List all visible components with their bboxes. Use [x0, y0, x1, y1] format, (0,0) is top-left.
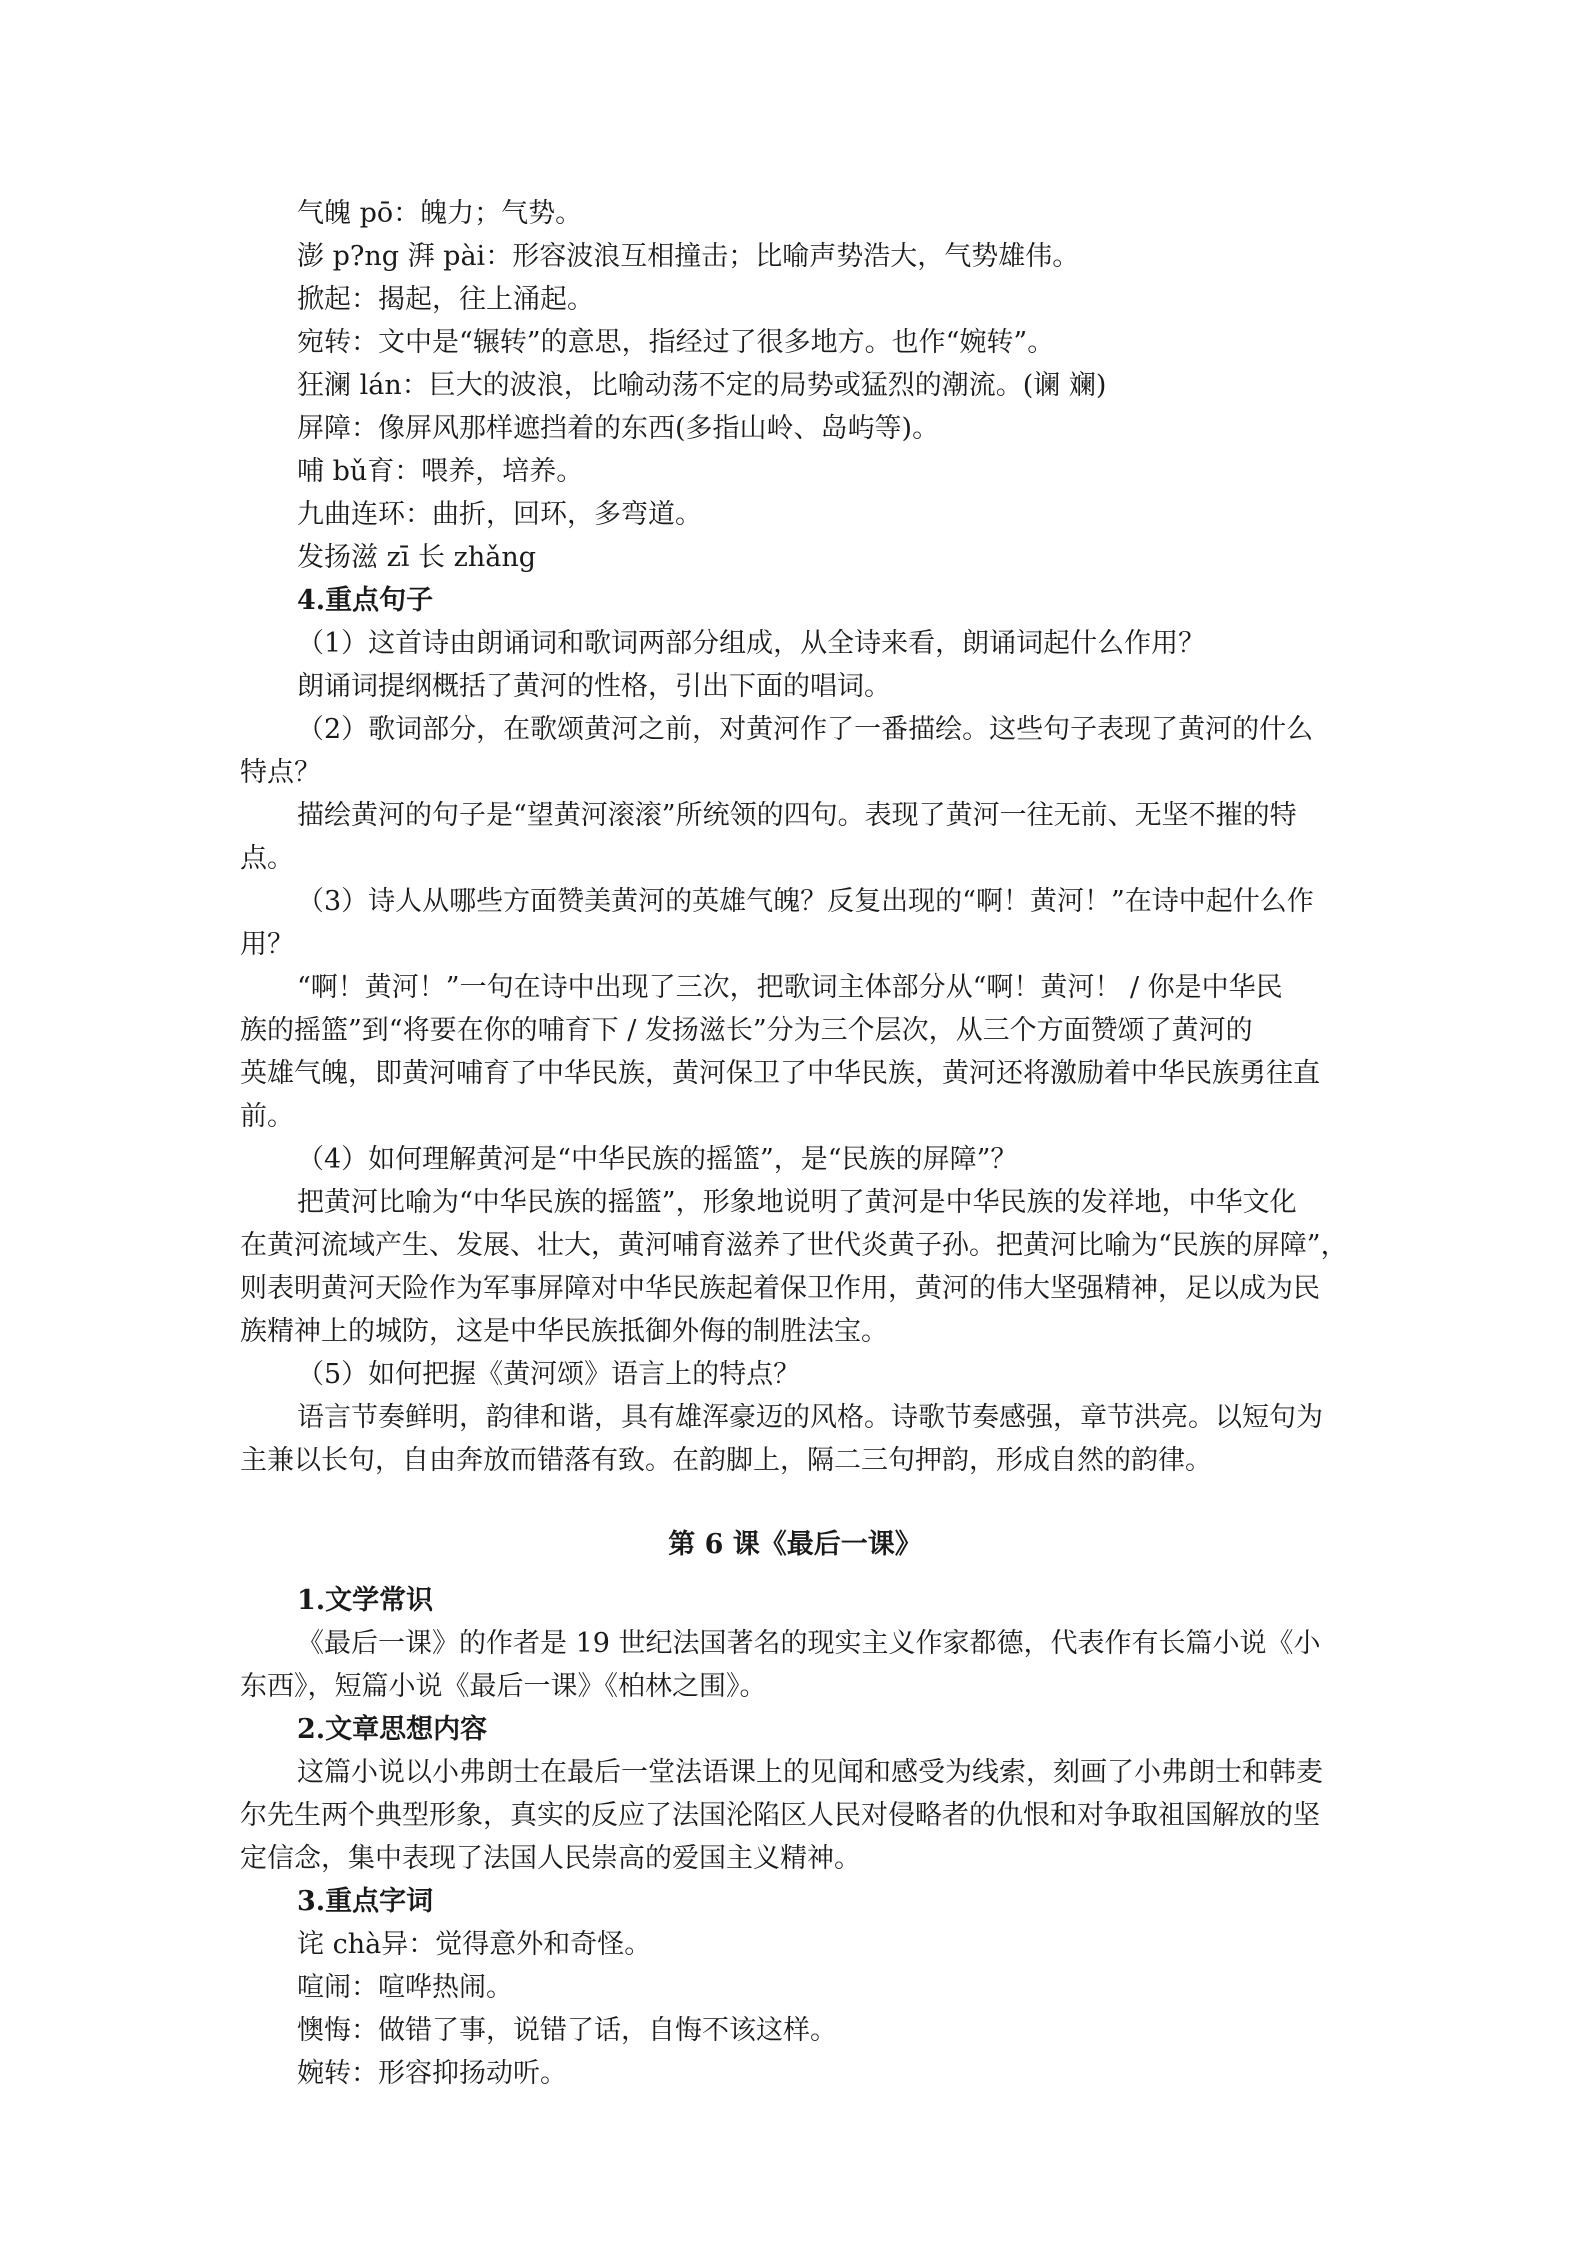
section-heading: 2.文章思想内容: [297, 1714, 488, 1745]
vocab-line: 狂澜 lán：巨大的波浪，比喻动荡不定的局势或猛烈的潮流。(谰 斓): [297, 370, 1107, 401]
vocab-line: 懊悔：做错了事，说错了话，自悔不该这样。: [297, 2015, 837, 2046]
vocab-line: 宛转：文中是“辗转”的意思，指经过了很多地方。也作“婉转”。: [297, 327, 1055, 358]
question-line: 用？: [240, 929, 294, 960]
vocab-line: 掀起：揭起，往上涌起。: [297, 284, 594, 315]
lesson-title: 第 6 课《最后一课》: [668, 1529, 922, 1560]
vocab-line: 哺 bǔ育：喂养，培养。: [297, 456, 584, 487]
body-line: 定信念，集中表现了法国人民崇高的爱国主义精神。: [240, 1843, 861, 1874]
vocab-line: 气魄 pō：魄力；气势。: [297, 198, 583, 229]
section-heading: 3.重点字词: [297, 1886, 434, 1917]
section-heading: 4.重点句子: [297, 585, 434, 616]
answer-line: 把黄河比喻为“中华民族的摇篮”，形象地说明了黄河是中华民族的发祥地，中华文化: [297, 1187, 1297, 1218]
answer-line: 在黄河流域产生、发展、壮大，黄河哺育滋养了世代炎黄子孙。把黄河比喻为“民族的屏障”，: [240, 1230, 1348, 1261]
question-line: （3）诗人从哪些方面赞美黄河的英雄气魄？反复出现的“啊！黄河！”在诗中起什么作: [297, 886, 1314, 917]
answer-line: “啊！黄河！”一句在诗中出现了三次，把歌词主体部分从“啊！黄河！ / 你是中华民: [297, 972, 1283, 1003]
answer-line: 朗诵词提纲概括了黄河的性格，引出下面的唱词。: [297, 671, 891, 702]
answer-line: 则表明黄河天险作为军事屏障对中华民族起着保卫作用，黄河的伟大坚强精神，足以成为民: [240, 1273, 1320, 1304]
question-line: （4）如何理解黄河是“中华民族的摇篮”，是“民族的屏障”？: [297, 1144, 1018, 1175]
vocab-line: 婉转：形容抑扬动听。: [297, 2058, 567, 2089]
vocab-line: 诧 chà异：觉得意外和奇怪。: [297, 1929, 652, 1960]
section-heading: 1.文学常识: [297, 1585, 434, 1616]
body-line: 《最后一课》的作者是 19 世纪法国著名的现实主义作家都德，代表作有长篇小说《小: [297, 1628, 1321, 1659]
question-line: （5）如何把握《黄河颂》语言上的特点？: [297, 1359, 801, 1390]
vocab-line: 澎 p?ng 湃 pài：形容波浪互相撞击；比喻声势浩大，气势雄伟。: [297, 241, 1080, 272]
question-line: （1）这首诗由朗诵词和歌词两部分组成，从全诗来看，朗诵词起什么作用？: [297, 628, 1206, 659]
answer-line: 族的摇篮”到“将要在你的哺育下 / 发扬滋长”分为三个层次，从三个方面赞颂了黄河的: [240, 1015, 1253, 1046]
vocab-line: 屏障：像屏风那样遮挡着的东西(多指山岭、岛屿等)。: [297, 413, 940, 444]
body-line: 东西》，短篇小说《最后一课》《柏林之围》。: [240, 1671, 767, 1702]
question-line: 特点？: [240, 757, 321, 788]
vocab-line: 喧闹：喧哗热闹。: [297, 1972, 513, 2003]
body-line: 尔先生两个典型形象，真实的反应了法国沦陷区人民对侵略者的仇恨和对争取祖国解放的坚: [240, 1800, 1320, 1831]
answer-line: 主兼以长句，自由奔放而错落有致。在韵脚上，隔二三句押韵，形成自然的韵律。: [240, 1445, 1212, 1476]
answer-line: 族精神上的城防，这是中华民族抵御外侮的制胜法宝。: [240, 1316, 888, 1347]
question-line: （2）歌词部分，在歌颂黄河之前，对黄河作了一番描绘。这些句子表现了黄河的什么: [297, 714, 1314, 745]
answer-line: 英雄气魄，即黄河哺育了中华民族，黄河保卫了中华民族，黄河还将激励着中华民族勇往直: [240, 1058, 1320, 1089]
answer-line: 前。: [240, 1101, 294, 1132]
answer-line: 点。: [240, 843, 294, 874]
vocab-line: 九曲连环：曲折，回环，多弯道。: [297, 499, 702, 530]
answer-line: 语言节奏鲜明，韵律和谐，具有雄浑豪迈的风格。诗歌节奏感强，章节洪亮。以短句为: [297, 1402, 1323, 1433]
vocab-line: 发扬滋 zī 长 zhǎng: [297, 542, 536, 573]
body-line: 这篇小说以小弗朗士在最后一堂法语课上的见闻和感受为线索，刻画了小弗朗士和韩麦: [297, 1757, 1323, 1788]
answer-line: 描绘黄河的句子是“望黄河滚滚”所统领的四句。表现了黄河一往无前、无坚不摧的特: [297, 800, 1297, 831]
